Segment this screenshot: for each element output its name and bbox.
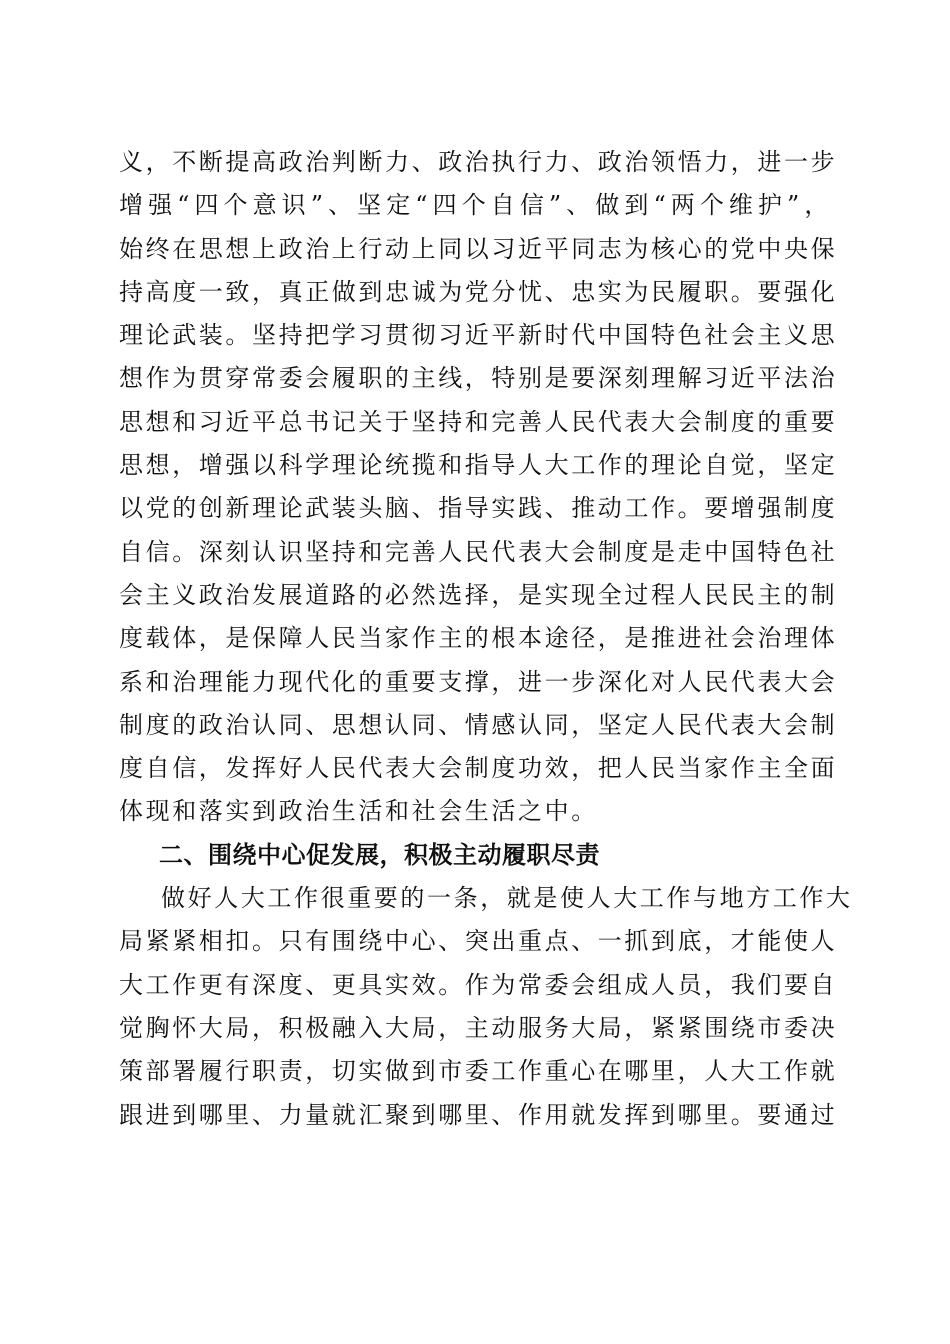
paragraph-1-line: 自信。深刻认识坚持和完善人民代表大会制度是走中国特色社 (119, 537, 838, 566)
document-body (119, 141, 853, 1137)
paragraph-1-line: 制度的政治认同、思想认同、情感认同，坚定人民代表大会制 (119, 710, 838, 739)
paragraph-1-line: 理论武装。坚持把学习贯彻习近平新时代中国特色社会主义思 (119, 321, 838, 350)
paragraph-1-line: 持高度一致，真正做到忠诚为党分忧、忠实为民履职。要强化 (119, 277, 838, 306)
paragraph-2-line: 跟进到哪里、力量就汇聚到哪里、作用就发挥到哪里。要通过 (119, 1100, 838, 1129)
paragraph-2 (119, 877, 853, 1137)
paragraph-2-line: 局紧紧相扣。只有围绕中心、突出重点、一抓到底，才能使人 (119, 927, 838, 956)
paragraph-1-line: 始终在思想上政治上行动上同以习近平同志为核心的党中央保 (119, 234, 838, 263)
paragraph-1-line: 体现和落实到政治生活和社会生活之中。 (119, 797, 598, 826)
paragraph-2-line: 觉胸怀大局，积极融入大局，主动服务大局，紧紧围绕市委决 (119, 1013, 838, 1042)
paragraph-1-line: 思想，增强以科学理论统揽和指导人大工作的理论自觉，坚定 (119, 451, 838, 480)
paragraph-1-line: 会主义政治发展道路的必然选择，是实现全过程人民民主的制 (119, 580, 838, 609)
paragraph-1-line: 以党的创新理论武装头脑、指导实践、推动工作。要增强制度 (119, 494, 838, 523)
paragraph-1-line: 系和治理能力现代化的重要支撑，进一步深化对人民代表大会 (119, 667, 838, 696)
paragraph-1-line: 增强“四个意识”、坚定“四个自信”、做到“两个维护”， (119, 191, 831, 220)
paragraph-2-line: 做好人大工作很重要的一条，就是使人大工作与地方工作大 (161, 884, 853, 913)
paragraph-1 (119, 141, 838, 834)
section-heading: 二、围绕中心促发展，积极主动履职尽责 (159, 840, 600, 869)
paragraph-2-line: 策部署履行职责，切实做到市委工作重心在哪里，人大工作就 (119, 1057, 838, 1086)
paragraph-1-line: 思想和习近平总书记关于坚持和完善人民代表大会制度的重要 (119, 407, 838, 436)
paragraph-1-line: 度载体，是保障人民当家作主的根本途径，是推进社会治理体 (119, 624, 838, 653)
paragraph-1-line: 义，不断提高政治判断力、政治执行力、政治领悟力，进一步 (119, 148, 838, 176)
paragraph-2-line: 大工作更有深度、更具实效。作为常委会组成人员，我们要自 (119, 970, 838, 999)
paragraph-1-line: 度自信，发挥好人民代表大会制度功效，把人民当家作主全面 (119, 754, 838, 783)
paragraph-1-line: 想作为贯穿常委会履职的主线，特别是要深刻理解习近平法治 (119, 364, 838, 393)
